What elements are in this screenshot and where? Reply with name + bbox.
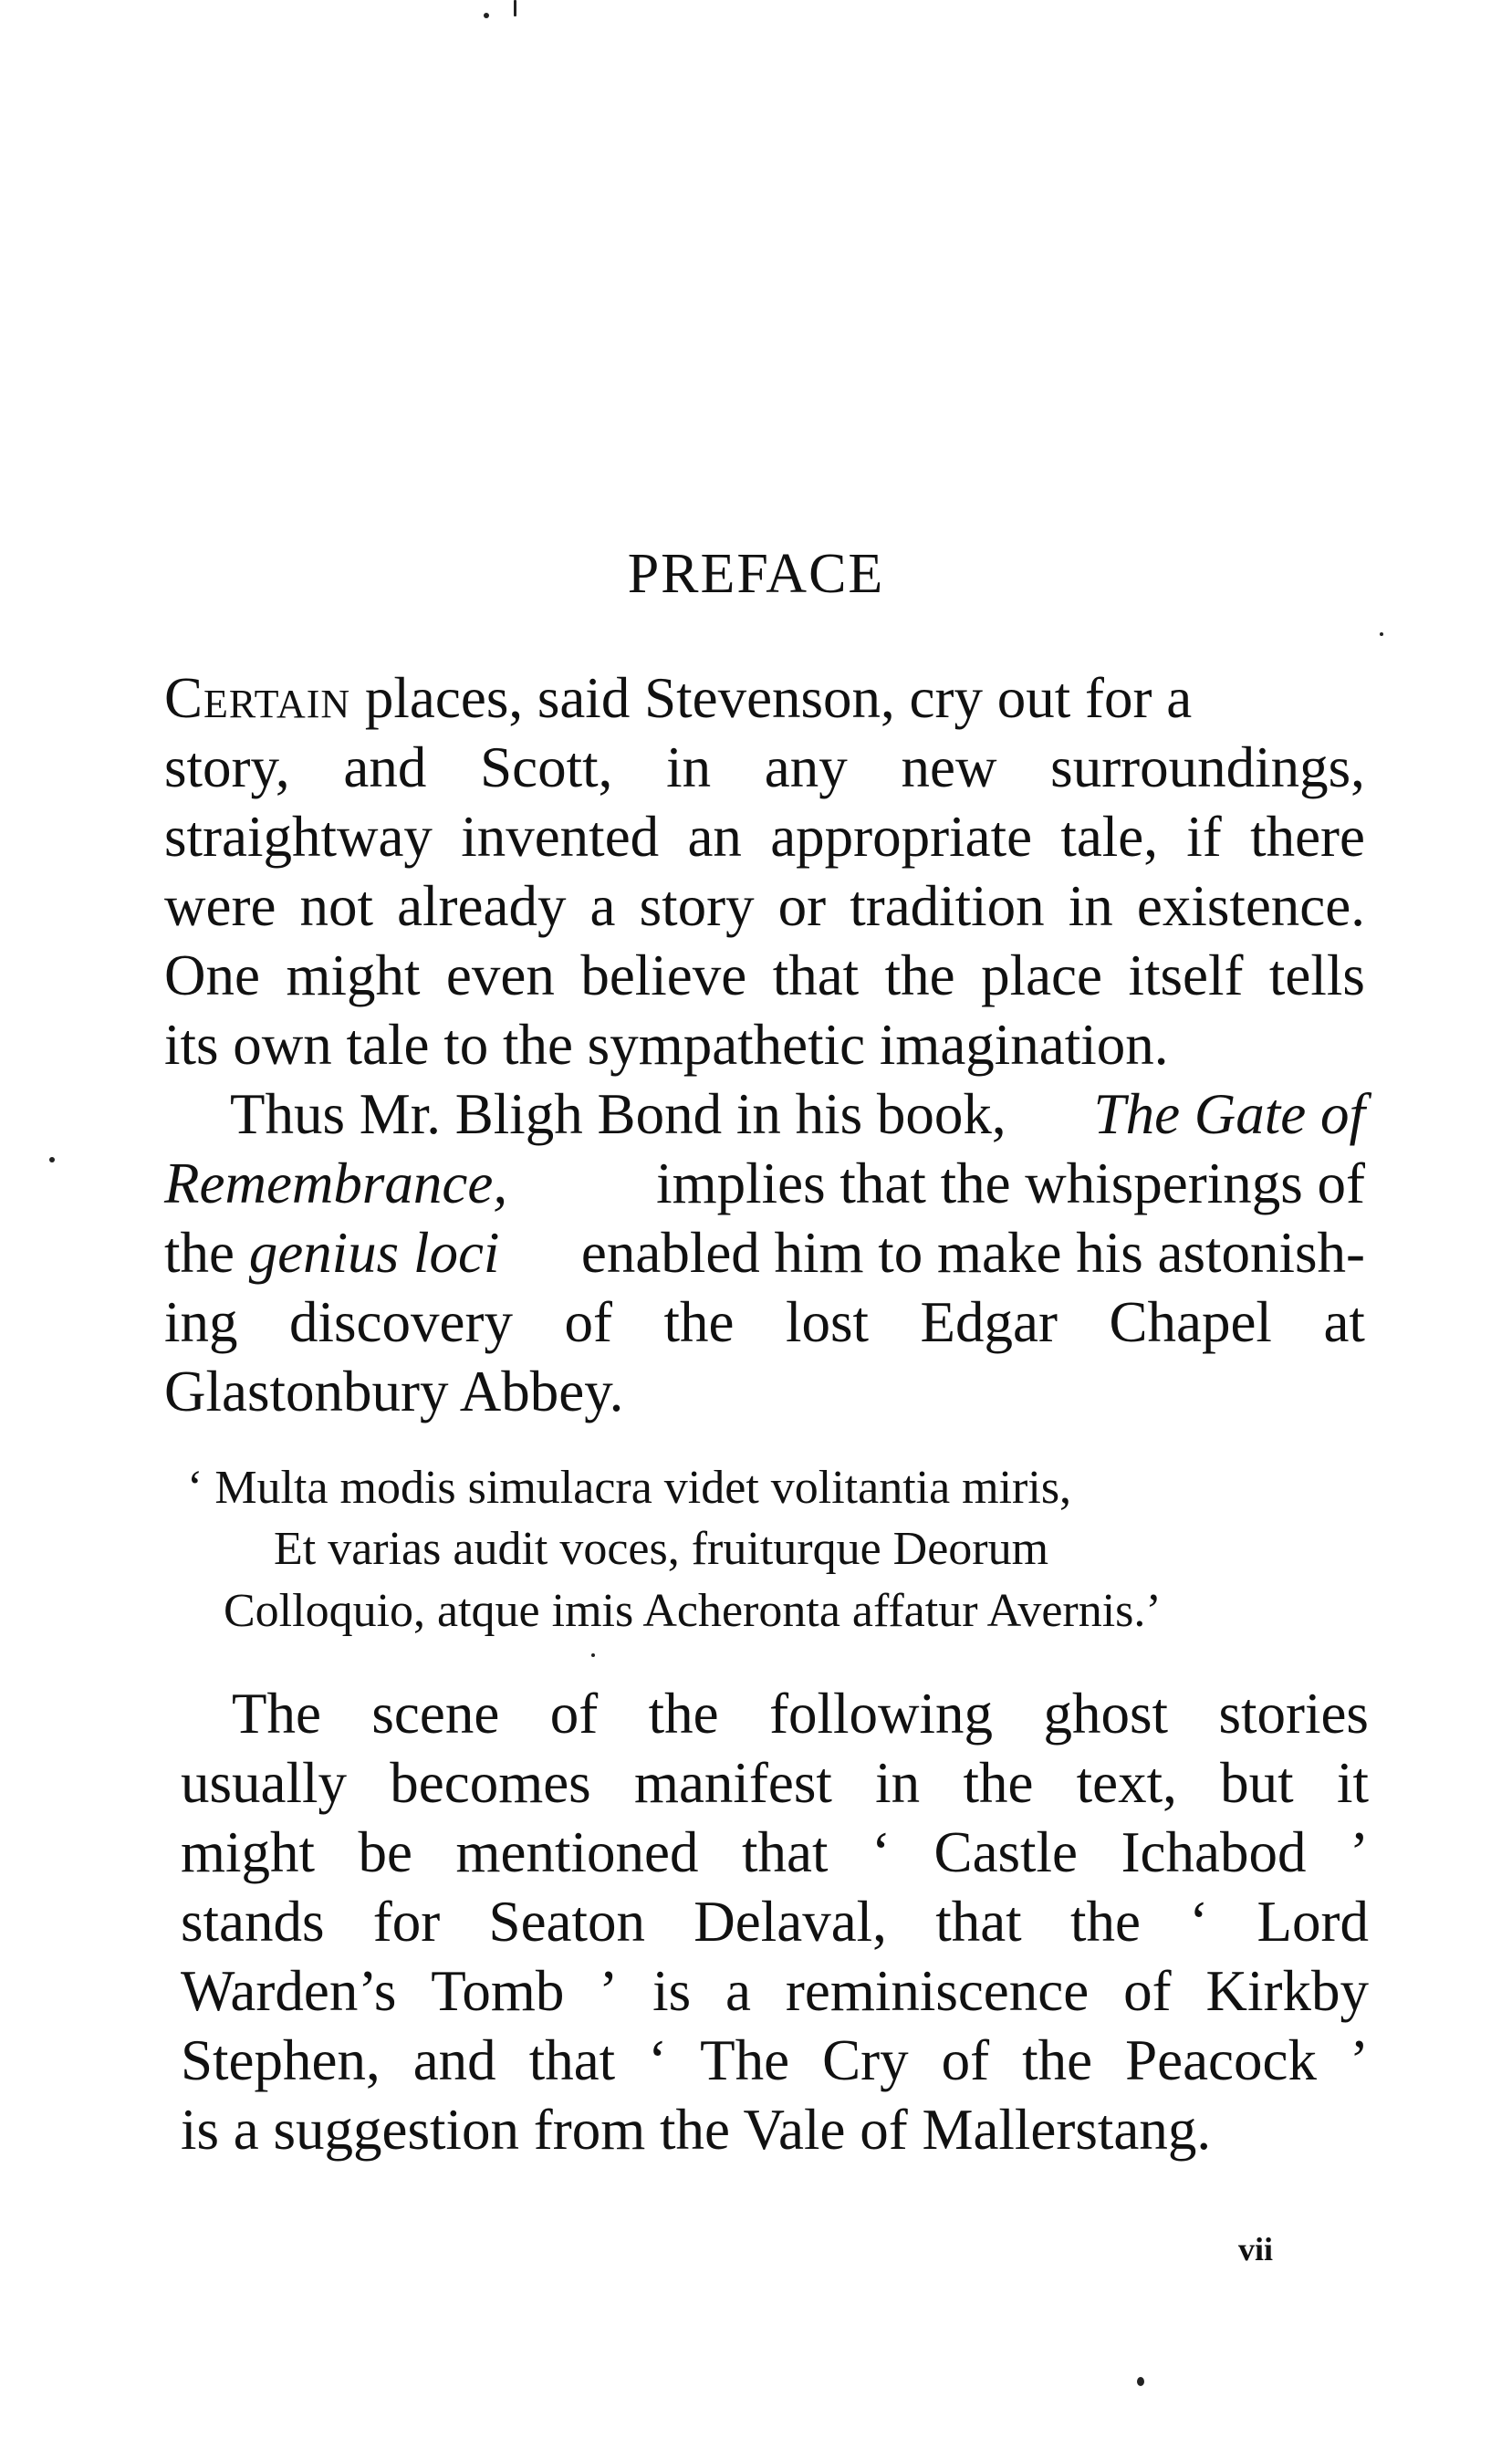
latin-phrase: genius loci: [248, 1221, 500, 1285]
paragraph-1: [164, 663, 1365, 1079]
print-speck: [484, 13, 489, 18]
text-line: straightway invented an appropriate tale, if there: [164, 805, 1365, 869]
text-line: Glastonbury Abbey.: [164, 1360, 624, 1423]
verse-line: Et varias audit voces, fruiturque Deorum: [274, 1523, 1049, 1575]
text-line: Stephen, and that ‘ The Cry of the Peacock ’: [181, 2028, 1369, 2092]
book-title: Remembrance,: [164, 1152, 508, 1215]
verse-line: ‘ Multa modis simulacra videt volitantia miris,: [187, 1462, 1072, 1514]
text-line: Remembrance, implies that the whisperings of: [164, 1149, 1365, 1218]
page-title: PREFACE: [627, 543, 885, 605]
paragraph-3: [181, 1679, 1369, 2164]
text-line: The scene of the following ghost stories: [232, 1682, 1369, 1746]
text-line: is a suggestion from the Vale of Mallerstang.: [181, 2098, 1212, 2162]
text-line: were not already a story or tradition in existence.: [164, 874, 1365, 938]
small-caps-lead-word: Certain: [164, 666, 351, 730]
text-line: Certain places, said Stevenson, cry out for a: [164, 666, 1193, 730]
text-line: stands for Seaton Delaval, that the ‘ Lord: [181, 1890, 1369, 1954]
print-speck: [591, 1653, 595, 1657]
print-speck: [1380, 632, 1383, 636]
text-line: Warden’s Tomb ’ is a reminiscence of Kirkby: [181, 1959, 1369, 2023]
text-line: One might even believe that the place itself tells: [164, 943, 1365, 1007]
text-line: story, and Scott, in any new surroundings,: [164, 735, 1365, 799]
text-line: Thus Mr. Bligh Bond in his book, The Gate of: [164, 1079, 1365, 1149]
verse-line: Colloquio, atque imis Acheronta affatur Avernis.’: [224, 1585, 1162, 1637]
print-speck: [49, 1157, 55, 1162]
text-line: its own tale to the sympathetic imagination.: [164, 1013, 1169, 1077]
paragraph-2: [164, 1079, 1365, 1426]
text-line: might be mentioned that ‘ Castle Ichabod ’: [181, 1820, 1369, 1884]
print-speck: [514, 0, 516, 16]
text-line: ing discovery of the lost Edgar Chapel at: [164, 1290, 1365, 1354]
page-number: vii: [1238, 2231, 1274, 2267]
text-line: usually becomes manifest in the text, but it: [181, 1751, 1369, 1815]
print-speck: [1137, 2377, 1144, 2386]
text-line: the genius loci enabled him to make his astonish-: [164, 1221, 1365, 1285]
book-title: The Gate of: [1093, 1082, 1365, 1146]
